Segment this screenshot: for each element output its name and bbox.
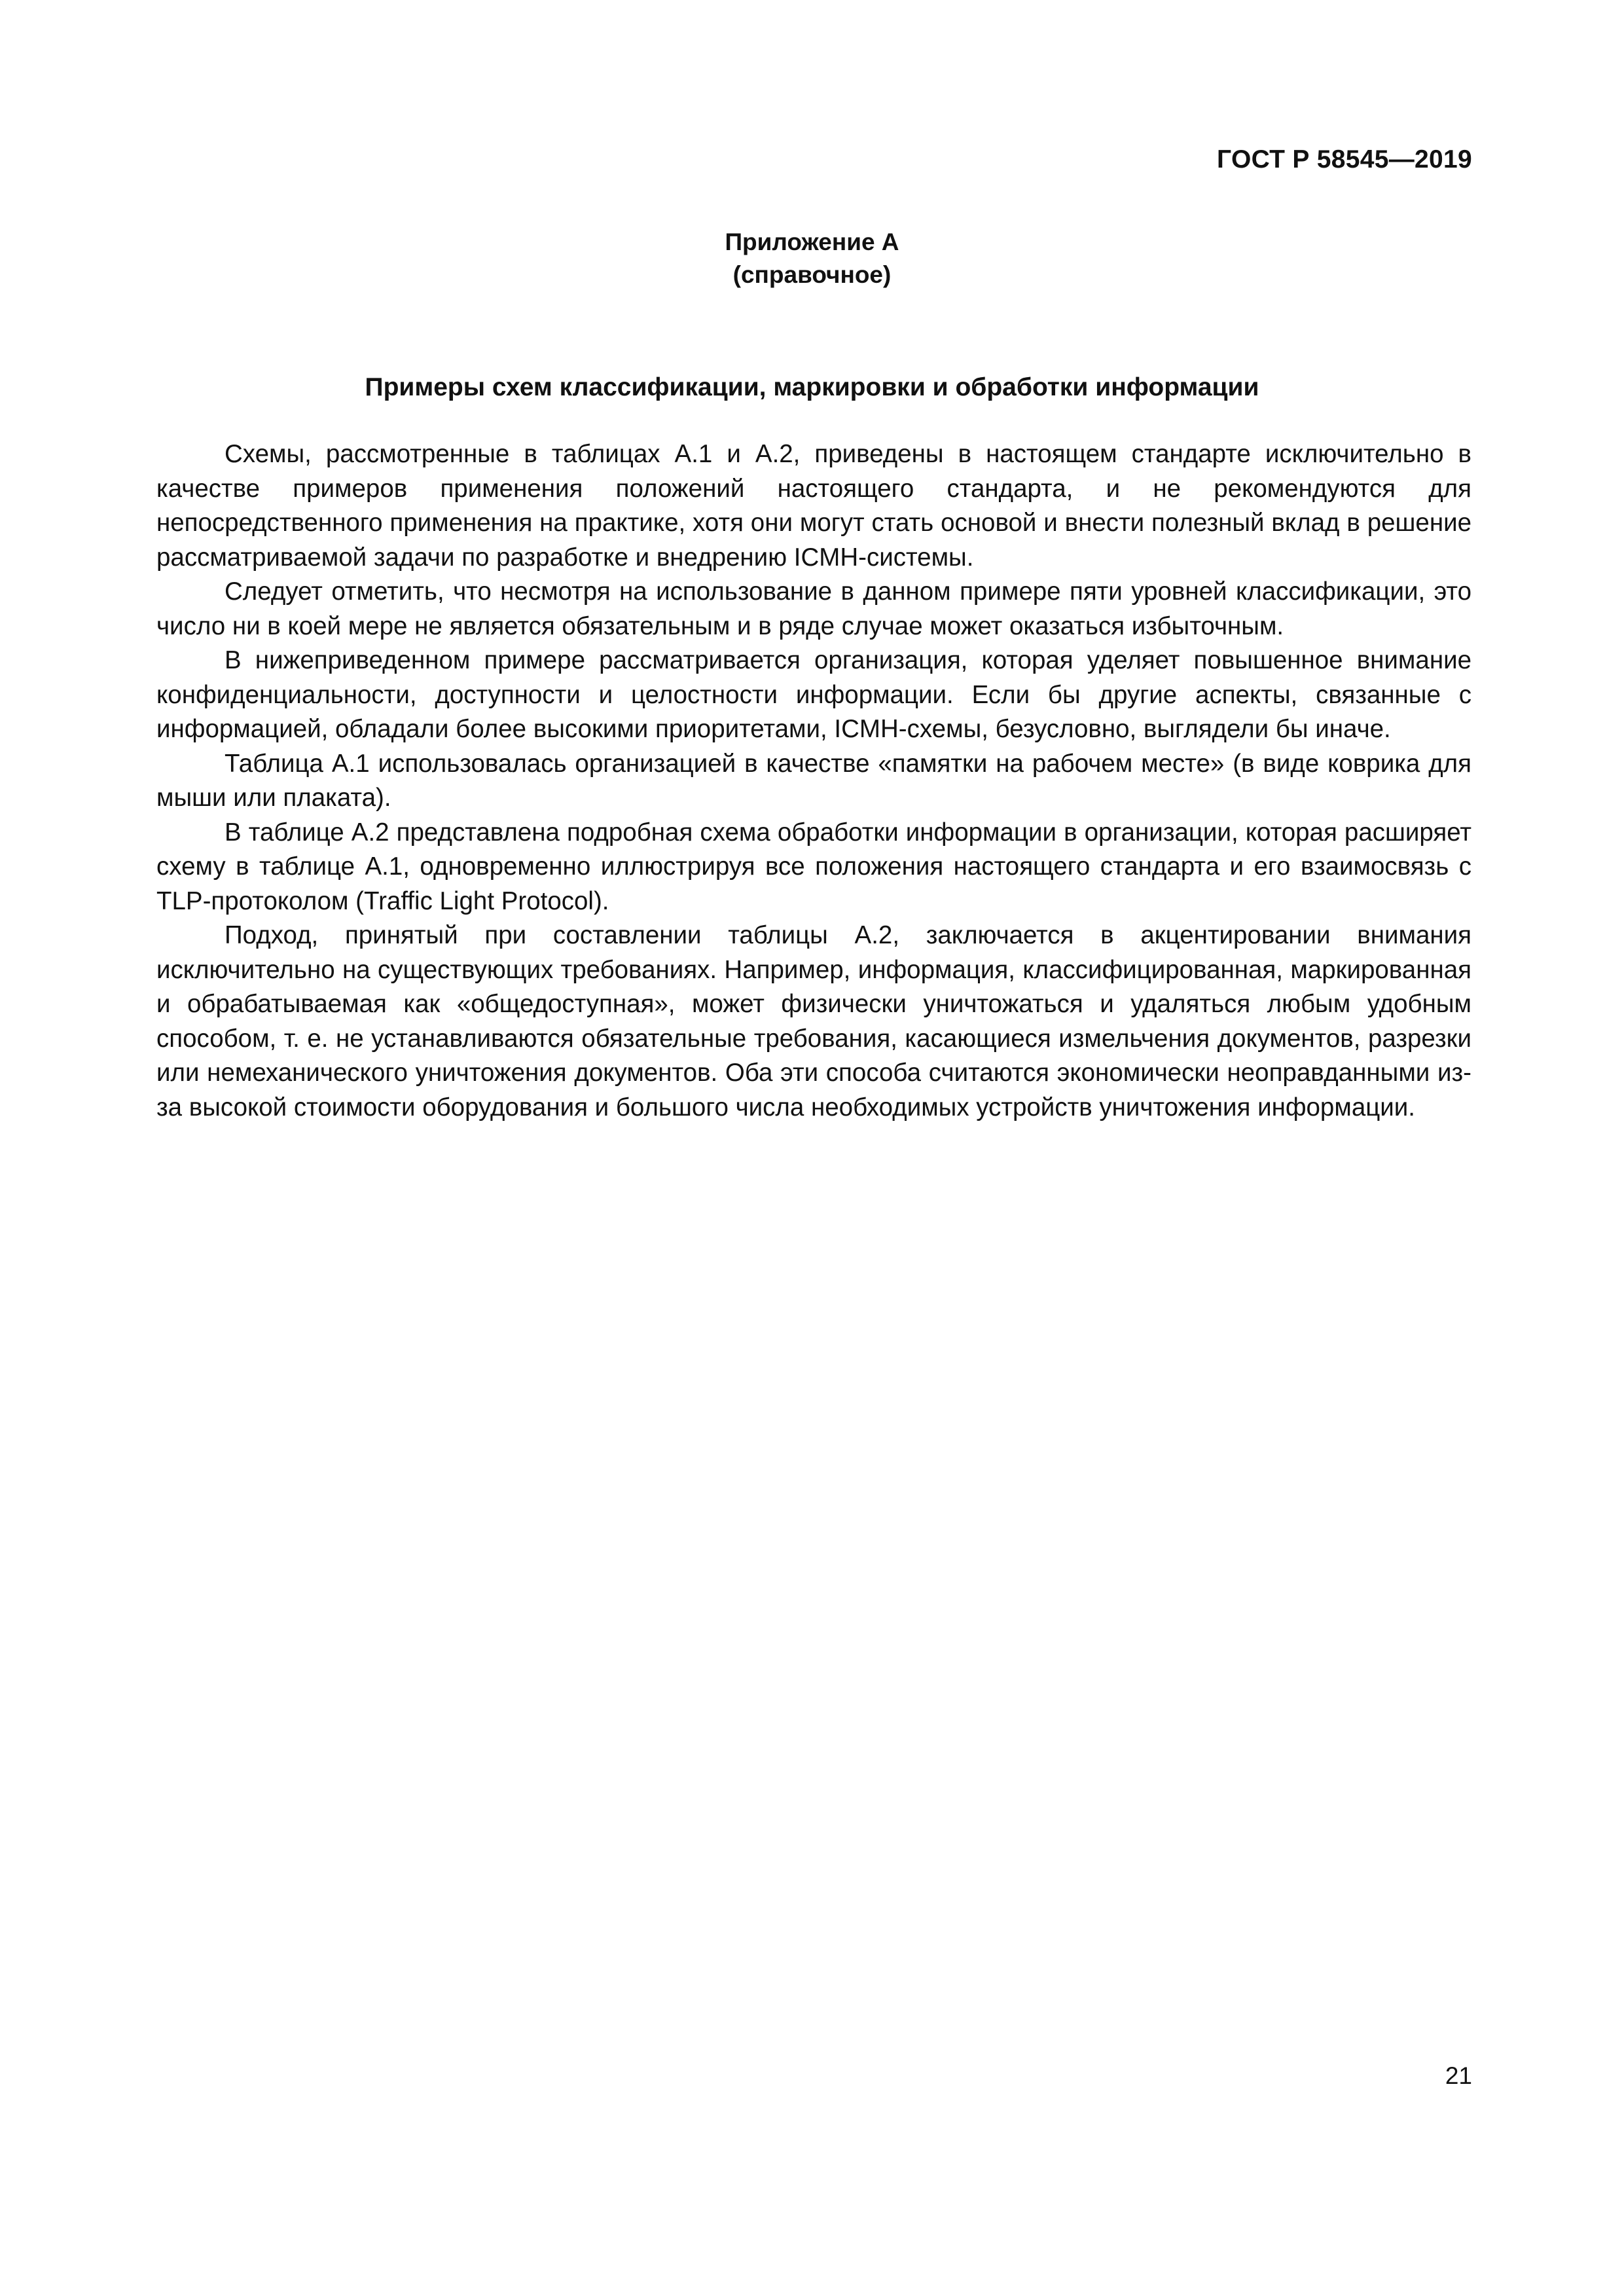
appendix-heading xyxy=(0,226,1624,291)
page-number: 21 xyxy=(1445,2062,1472,2089)
section-title: Примеры схем классификации, маркировки и обработки информации xyxy=(365,373,1259,401)
body-text xyxy=(156,437,1471,1125)
paragraph: Таблица А.1 использовалась организацией в качестве «памятки на рабочем месте» (в виде коврика для мыши или плаката). xyxy=(156,749,1471,812)
paragraph: В нижеприведенном примере рассматривается организация, которая уделяет повышенное внимание конфиденциальности, доступности и целостности информации. Если бы другие аспекты, связанные с информацией, обладали более высокими приоритетами, ICMH-схемы, безусловно, выглядели бы иначе. xyxy=(156,646,1471,743)
paragraph: Следует отметить, что несмотря на использование в данном примере пяти уровней классификации, это число ни в коей мере не является обязательным и в ряде случае может оказаться избыточным. xyxy=(156,577,1471,640)
paragraph: Схемы, рассмотренные в таблицах А.1 и А.2, приведены в настоящем стандарте исключительно в качестве примеров применения положений настоящего стандарта, и не рекомендуются для непосредственного применения на практике, хотя они могут стать основой и внести полезный вклад в решение рассматриваемой задачи по разработке и внедрению ICMH-системы. xyxy=(156,440,1471,572)
appendix-status: (справочное) xyxy=(732,261,892,288)
paragraph: Подход, принятый при составлении таблицы А.2, заключается в акцентировании внимания исключительно на существующих требованиях. Например, информация, классифицированная, маркированная и обрабатываемая как «общедоступная», может физически уничтожаться и удаляться любым удобным способом, т. е. не устанавливаются обязательные требования, касающиеся измельчения документов, разрезки или немеханического уничтожения документов. Оба эти способа считаются экономически неоправданными из-за высокой стоимости оборудования и большого числа необходимых устройств уничтожения информации. xyxy=(156,921,1471,1121)
standard-identifier: ГОСТ Р 58545—2019 xyxy=(1217,145,1472,173)
appendix-title: Приложение А xyxy=(725,228,899,255)
paragraph: В таблице А.2 представлена подробная схема обработки информации в организации, которая расширяет схему в таблице А.1, одновременно иллюстрируя все положения настоящего стандарта и его взаимосвязь с TLP-протоколом (Traffic Light Protocol). xyxy=(156,818,1471,915)
